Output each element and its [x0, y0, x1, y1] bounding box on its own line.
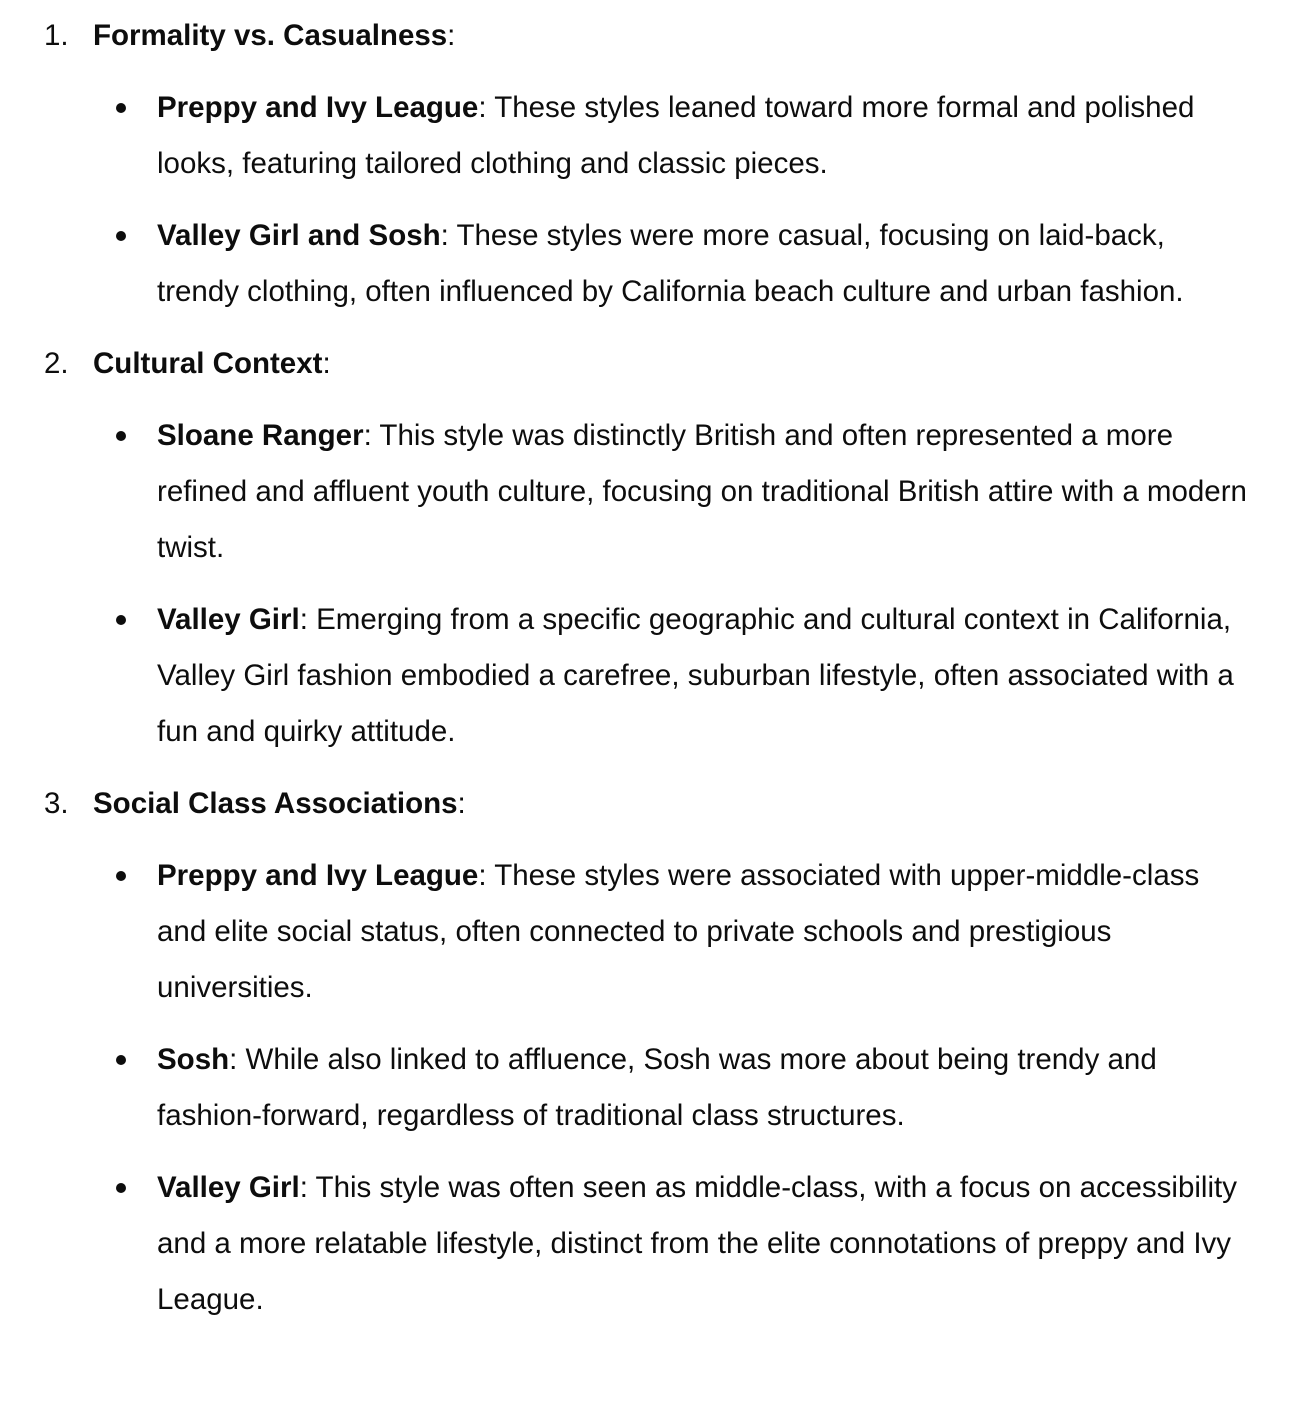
list-section [0, 776, 1304, 1328]
section-number: 3. [44, 787, 69, 820]
numbered-list [0, 8, 1304, 1328]
list-item [93, 80, 1247, 192]
item-text: : These styles were more casual, focusing on laid-back, trendy clothing, often influenced by California beach culture and urban fashion. [157, 219, 1184, 308]
item-text: : These styles leaned toward more formal and polished looks, featuring tailored clothing and classic pieces. [157, 91, 1195, 180]
bullet-list [93, 80, 1304, 320]
bullet-icon [116, 431, 126, 441]
list-item [93, 592, 1247, 760]
item-text: : While also linked to affluence, Sosh was more about being trendy and fashion-forward, regardless of traditional class structures. [157, 1043, 1157, 1132]
list-item [93, 848, 1247, 1016]
item-label: Preppy and Ivy League [157, 859, 479, 892]
section-colon: : [447, 19, 456, 52]
section-heading [93, 8, 1304, 64]
section-title: Formality vs. Casualness [93, 19, 448, 52]
bullet-icon [116, 103, 126, 113]
bullet-list [93, 408, 1304, 760]
item-text: : This style was distinctly British and often represented a more refined and affluent youth culture, focusing on traditional British attire with a modern twist. [157, 419, 1247, 564]
item-text: : This style was often seen as middle-class, with a focus on accessibility and a more relatable lifestyle, distinct from the elite connotations of preppy and Ivy League. [157, 1171, 1237, 1316]
bullet-icon [116, 871, 126, 881]
section-colon: : [457, 787, 466, 820]
item-label: Sosh [157, 1043, 230, 1076]
item-label: Valley Girl and Sosh [157, 219, 441, 252]
list-item [93, 208, 1247, 320]
section-number: 2. [44, 347, 69, 380]
list-item [93, 1032, 1247, 1144]
bullet-icon [116, 615, 126, 625]
section-number: 1. [44, 19, 69, 52]
bullet-list [93, 848, 1304, 1328]
section-title: Social Class Associations [93, 787, 458, 820]
list-section [0, 336, 1304, 760]
bullet-icon [116, 1183, 126, 1193]
bullet-icon [116, 231, 126, 241]
list-item [93, 1160, 1247, 1328]
item-text: : These styles were associated with upper-middle-class and elite social status, often connected to private schools and prestigious universities. [157, 859, 1200, 1004]
item-label: Sloane Ranger [157, 419, 364, 452]
item-label: Valley Girl [157, 1171, 300, 1204]
item-text: : Emerging from a specific geographic and cultural context in California, Valley Girl fashion embodied a carefree, suburban lifestyle, often associated with a fun and quirky attitude. [157, 603, 1234, 748]
item-label: Preppy and Ivy League [157, 91, 479, 124]
section-heading [93, 336, 1304, 392]
item-label: Valley Girl [157, 603, 300, 636]
section-colon: : [322, 347, 331, 380]
section-title: Cultural Context [93, 347, 323, 380]
bullet-icon [116, 1055, 126, 1065]
list-item [93, 408, 1247, 576]
section-heading [93, 776, 1304, 832]
list-section [0, 8, 1304, 320]
